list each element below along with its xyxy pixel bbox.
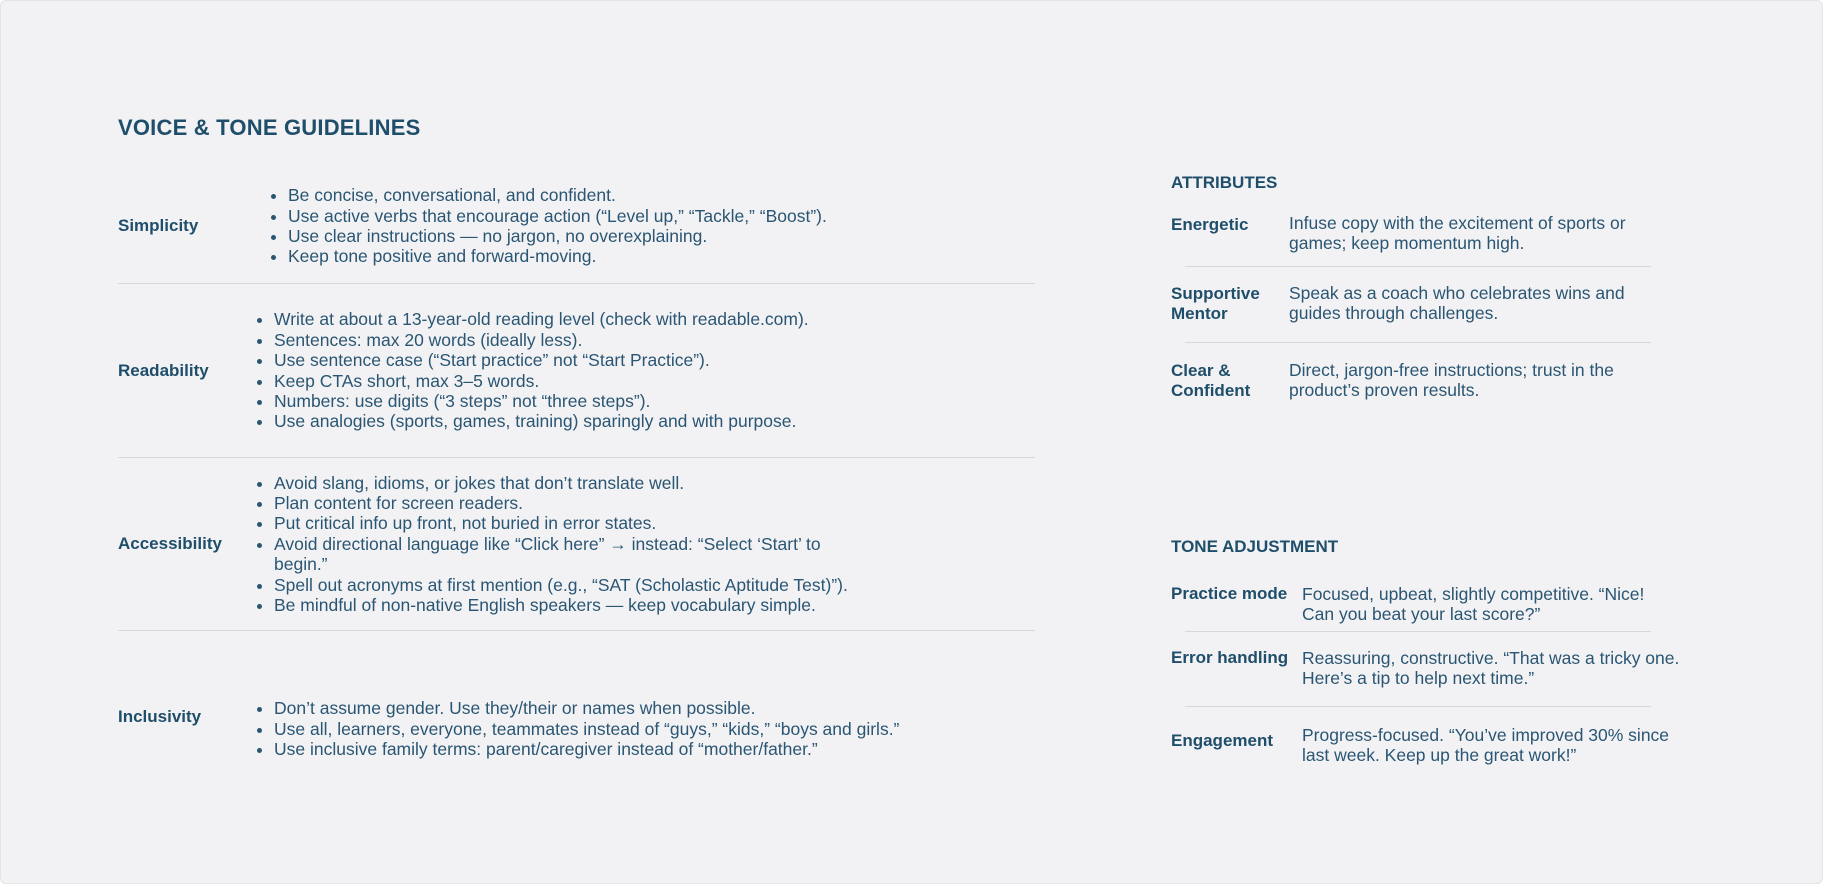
list-item: • Use analogies (sports, games, training) sparingly and with purpose. [274, 411, 934, 431]
attribute-row [1171, 267, 1681, 343]
attributes-heading: ATTRIBUTES [1171, 173, 1278, 192]
list-item: • Be concise, conversational, and confident. [288, 185, 928, 205]
tone-adjustment-table [1171, 581, 1681, 771]
list-item: • Sentences: max 20 words (ideally less). [274, 330, 934, 350]
guideline-list [274, 473, 914, 616]
guideline-list [274, 309, 934, 431]
attribute-term: Energetic [1171, 215, 1249, 234]
list-item: • Be mindful of non-native English speakers — keep vocabulary simple. [274, 595, 914, 615]
attribute-desc: Speak as a coach who celebrates wins and guides through challenges. [1289, 283, 1625, 324]
list-item: • Don’t assume gender. Use they/their or names when possible. [274, 698, 914, 718]
tone-desc: Progress-focused. “You’ve improved 30% since last week. Keep up the great work!” [1302, 725, 1670, 766]
guideline-section-simplicity [118, 169, 1035, 284]
section-label: Simplicity [118, 216, 199, 235]
attribute-row [1171, 209, 1681, 267]
list-item: • Keep CTAs short, max 3–5 words. [274, 371, 934, 391]
section-label: Inclusivity [118, 707, 202, 726]
list-item: • Put critical info up front, not buried in error states. [274, 513, 914, 533]
list-item: • Write at about a 13-year-old reading level (check with readable.com). [274, 309, 934, 329]
list-item: • Use sentence case (“Start practice” not “Start Practice”). [274, 350, 934, 370]
tone-row [1171, 707, 1681, 771]
tone-desc: Focused, upbeat, slightly competitive. “Nice! Can you beat your last score?” [1302, 584, 1645, 625]
section-label: Accessibility [118, 534, 222, 553]
tone-term: Error handling [1171, 648, 1289, 667]
tone-row [1171, 581, 1681, 632]
list-item: • Spell out acronyms at first mention (e.g., “SAT (Scholastic Aptitude Test)”). [274, 575, 914, 595]
attribute-desc: Infuse copy with the excitement of sports or games; keep momentum high. [1289, 213, 1626, 254]
tone-desc: Reassuring, constructive. “That was a tricky one. Here’s a tip to help next time.” [1302, 648, 1680, 689]
section-label: Readability [118, 360, 209, 380]
guideline-list [274, 698, 914, 759]
attribute-row [1171, 343, 1681, 403]
guideline-section-readability [118, 284, 1035, 458]
guidelines-table [118, 169, 1035, 803]
tone-term: Practice mode [1171, 584, 1288, 603]
attribute-term: Clear & Confident [1171, 361, 1251, 400]
list-item: • Avoid directional language like “Click here” → instead: “Select ‘Start’ to begin.” [274, 534, 914, 575]
tone-row [1171, 632, 1681, 707]
attribute-desc: Direct, jargon-free instructions; trust in the product’s proven results. [1289, 360, 1614, 401]
list-item: • Use inclusive family terms: parent/caregiver instead of “mother/father.” [274, 739, 914, 759]
guideline-section-inclusivity [118, 631, 1035, 803]
list-item: • Numbers: use digits (“3 steps” not “three steps”). [274, 391, 934, 411]
tone-term: Engagement [1171, 731, 1274, 750]
list-item: • Use all, learners, everyone, teammates instead of “guys,” “kids,” “boys and girls.” [274, 719, 914, 739]
list-item: • Use active verbs that encourage action (“Level up,” “Tackle,” “Boost”). [288, 206, 928, 226]
list-item: • Use clear instructions — no jargon, no overexplaining. [288, 226, 928, 246]
list-item: • Plan content for screen readers. [274, 493, 914, 513]
tone-adjustment-heading: TONE ADJUSTMENT [1171, 537, 1339, 556]
attributes-table [1171, 209, 1681, 403]
list-item: • Avoid slang, idioms, or jokes that don’t translate well. [274, 473, 914, 493]
list-item: • Keep tone positive and forward-moving. [288, 246, 928, 266]
page-title: VOICE & TONE GUIDELINES [118, 115, 421, 140]
attribute-term: Supportive Mentor [1171, 284, 1260, 323]
guideline-section-accessibility [118, 458, 1035, 631]
guideline-list [288, 185, 928, 267]
